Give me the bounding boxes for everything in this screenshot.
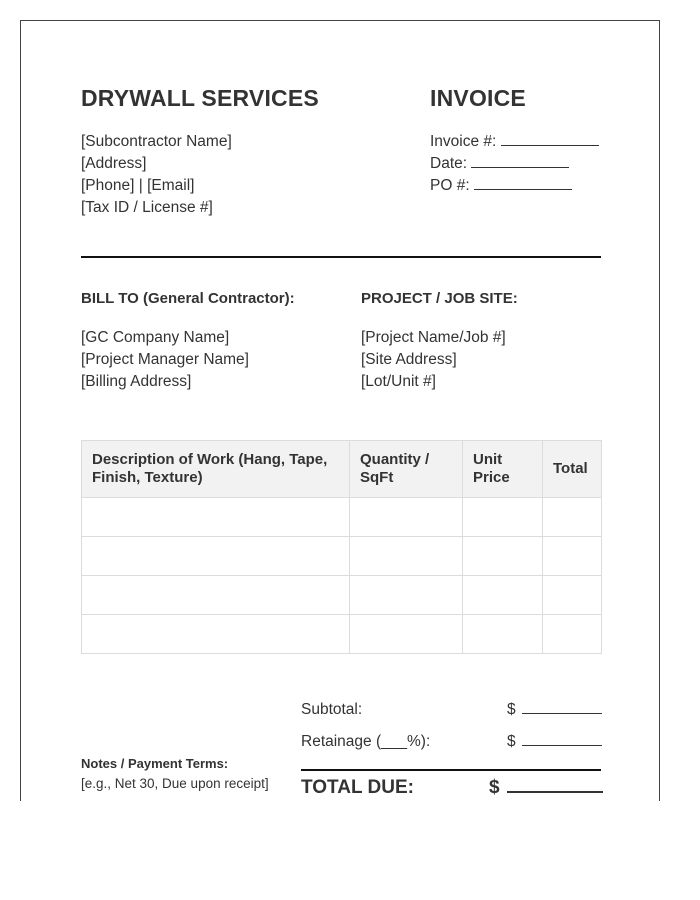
retainage-amount — [507, 733, 602, 751]
invoice-meta — [430, 131, 599, 197]
site-address[interactable]: [Site Address] — [361, 351, 457, 368]
subcontractor-tax-id[interactable]: [Tax ID / License #] — [81, 199, 213, 216]
total-due-field[interactable] — [507, 791, 603, 793]
description-cell[interactable] — [82, 615, 350, 654]
billing-address[interactable]: [Billing Address] — [81, 373, 192, 390]
project-manager-name[interactable]: [Project Manager Name] — [81, 351, 249, 368]
total-column-header: Total — [543, 441, 602, 498]
subcontractor-name[interactable]: [Subcontractor Name] — [81, 133, 232, 150]
unit-price-cell[interactable] — [463, 498, 543, 537]
project-name[interactable]: [Project Name/Job #] — [361, 329, 506, 346]
notes-text[interactable]: [e.g., Net 30, Due upon receipt] — [81, 776, 269, 791]
company-title: DRYWALL SERVICES — [81, 85, 319, 111]
date-field[interactable] — [471, 167, 569, 168]
bill-to-heading: BILL TO (General Contractor): — [81, 290, 295, 307]
total-due-label: TOTAL DUE: — [301, 777, 414, 798]
retainage-label: Retainage (___%): — [301, 733, 431, 750]
description-cell[interactable] — [82, 576, 350, 615]
project-heading: PROJECT / JOB SITE: — [361, 290, 518, 307]
table-header-row — [82, 441, 602, 498]
date-row — [430, 153, 599, 175]
description-column-header: Description of Work (Hang, Tape, Finish, Texture) — [82, 441, 350, 498]
bill-to-info — [81, 327, 249, 393]
subcontractor-contact[interactable]: [Phone] | [Email] — [81, 177, 195, 194]
table-row — [82, 615, 602, 654]
subtotal-label: Subtotal: — [301, 701, 363, 718]
subtotal-field[interactable] — [522, 713, 602, 714]
po-field[interactable] — [474, 189, 572, 190]
quantity-cell[interactable] — [350, 537, 463, 576]
total-cell[interactable] — [543, 537, 602, 576]
lot-unit[interactable]: [Lot/Unit #] — [361, 373, 436, 390]
total-cell[interactable] — [543, 615, 602, 654]
subcontractor-address[interactable]: [Address] — [81, 155, 147, 172]
quantity-cell[interactable] — [350, 615, 463, 654]
po-row — [430, 175, 599, 197]
invoice-number-row — [430, 131, 599, 153]
total-due-amount — [489, 777, 603, 799]
quantity-column-header: Quantity / SqFt — [350, 441, 463, 498]
header-divider — [81, 256, 601, 258]
notes-heading: Notes / Payment Terms: — [81, 756, 229, 771]
unit-price-cell[interactable] — [463, 537, 543, 576]
gc-company-name[interactable]: [GC Company Name] — [81, 329, 230, 346]
invoice-title: INVOICE — [430, 85, 526, 111]
date-label: Date: — [430, 155, 468, 172]
table-row — [82, 498, 602, 537]
retainage-field[interactable] — [522, 745, 602, 746]
subcontractor-info — [81, 131, 232, 219]
description-cell[interactable] — [82, 498, 350, 537]
unit-price-cell[interactable] — [463, 576, 543, 615]
quantity-cell[interactable] — [350, 576, 463, 615]
total-due-currency: $ — [489, 777, 500, 798]
table-row — [82, 537, 602, 576]
unit-price-column-header: Unit Price — [463, 441, 543, 498]
po-label: PO #: — [430, 177, 470, 194]
subtotal-currency: $ — [507, 701, 516, 718]
invoice-number-label: Invoice #: — [430, 133, 497, 150]
total-cell[interactable] — [543, 576, 602, 615]
subtotal-amount — [507, 701, 602, 719]
total-divider — [301, 769, 601, 771]
invoice-number-field[interactable] — [501, 145, 599, 146]
invoice-sheet — [20, 20, 660, 801]
quantity-cell[interactable] — [350, 498, 463, 537]
unit-price-cell[interactable] — [463, 615, 543, 654]
work-table — [81, 440, 602, 654]
project-info — [361, 327, 506, 393]
retainage-currency: $ — [507, 733, 516, 750]
description-cell[interactable] — [82, 537, 350, 576]
total-cell[interactable] — [543, 498, 602, 537]
table-row — [82, 576, 602, 615]
